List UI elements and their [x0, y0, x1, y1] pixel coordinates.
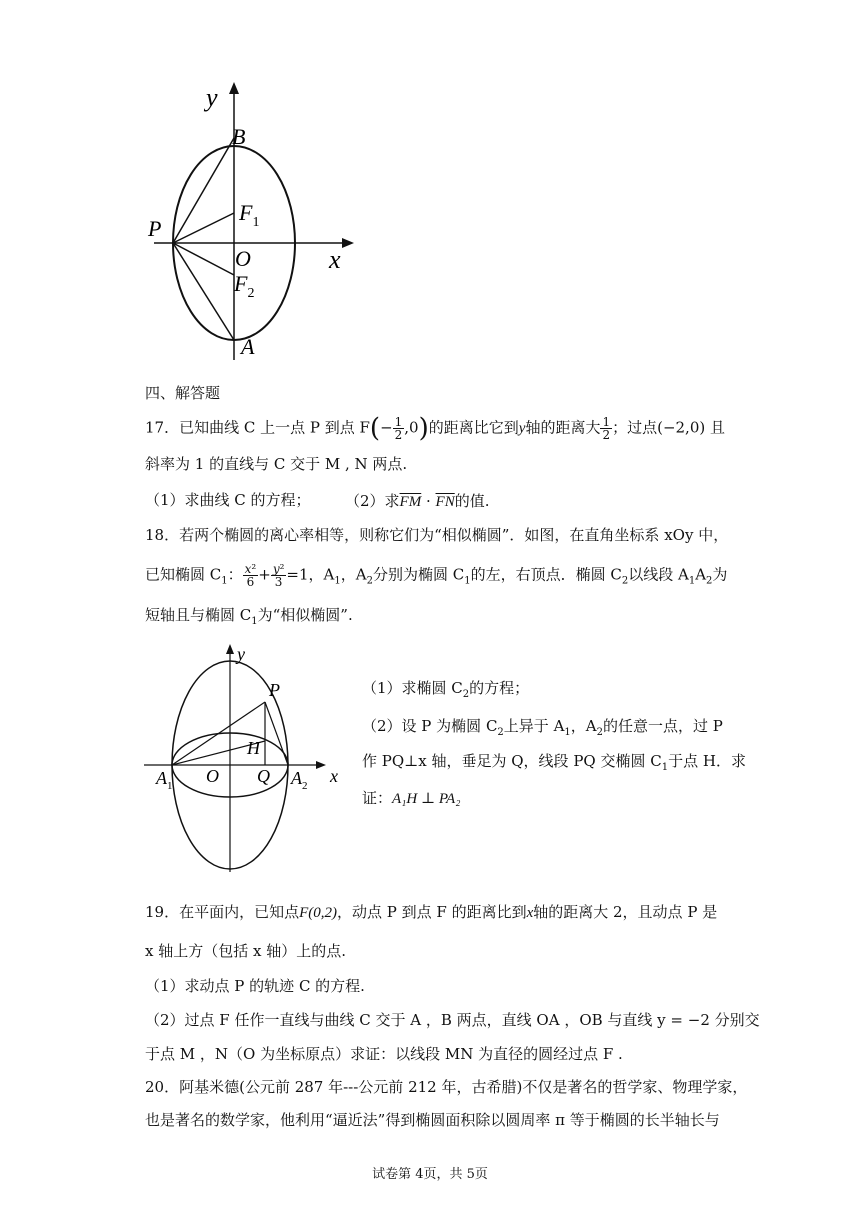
x-axis-2-arrow	[316, 761, 326, 769]
y-axis-2-arrow	[226, 644, 234, 654]
fig2-label-Q: Q	[257, 766, 270, 786]
q18-part2-line1: （2）设 P 为椭圆 $C_2$上异于 $A_1$，$A_2$的任意一点，过 P	[362, 717, 723, 738]
x-axis-arrow	[342, 238, 354, 248]
q18-part2-line3: 证：A₁H ⊥ PA₂	[362, 789, 461, 807]
q20-line1: 20．阿基米德(公元前 287 年---公元前 212 年，古希腊)不仅是著名的哲学家、物理学家，	[145, 1078, 748, 1096]
q17-frac-half: $\frac{1}{2}$	[394, 415, 403, 442]
label-A: A	[241, 334, 255, 359]
fig2-label-O: O	[206, 766, 219, 786]
q19-line1: 19．在平面内，已知点F(0,2)，动点 P 到点 F 的距离比到x轴的距离大 2，且动点 P 是	[145, 903, 718, 921]
q18-part2-line2: 作 PQ⊥x 轴，垂足为 Q，线段 PQ 交椭圆 $C_1$于点 H．求	[362, 752, 746, 773]
label-x: x	[329, 245, 341, 274]
q18-line3: 短轴且与椭圆 $C_1$为“相似椭圆”.	[145, 606, 353, 627]
section-title: 四、解答题	[145, 384, 221, 402]
ellipse-figure-2	[140, 640, 355, 875]
q18-line2: 已知椭圆 $C_1$： $\frac{\text{x²}}{6}$ + $\frac{\text{y²}}{3}$ =1，$A_1$，$A_2$分别为椭圆 $C_1$的左，右顶点．椭圆 $C_2$以线段 $A_1A_2$为	[145, 562, 728, 589]
label-F2: $F_2$	[234, 271, 255, 301]
q19-part2-line2: 于点 M ，N（O 为坐标原点）求证：以线段 MN 为直径的圆经过点 F .	[145, 1045, 623, 1063]
q17-part2: （2）求$\overline{FM} \cdot \overline{FN}$的值.	[345, 492, 490, 510]
label-P: P	[148, 216, 162, 241]
q19-line2: x 轴上方（包括 x 轴）上的点.	[145, 942, 346, 960]
segment-PA	[173, 243, 234, 340]
fig2-label-y: y	[237, 644, 245, 664]
q18-line1: 18．若两个椭圆的离心率相等，则称它们为“相似椭圆”．如图，在直角坐标系 xOy 中，	[145, 526, 729, 544]
ellipse-figure-1	[140, 80, 370, 370]
q17-part1: （1）求曲线 C 的方程；	[145, 491, 311, 509]
label-B: B	[232, 124, 246, 149]
label-y: y	[206, 83, 218, 112]
label-F1: $F_1$	[239, 200, 260, 230]
fig2-label-x: x	[330, 766, 338, 786]
q17-frac-half-2: $\frac{1}{2}$	[602, 415, 611, 442]
fig2-label-H: H	[247, 738, 260, 758]
q19-part2-line1: （2）过点 F 任作一直线与曲线 C 交于 A ，B 两点，直线 OA ，OB 与直线 y = −2 分别交	[145, 1011, 760, 1029]
fig2-label-P: P	[269, 680, 280, 700]
y-axis-arrow	[229, 82, 239, 94]
q19-part1: （1）求动点 P 的轨迹 C 的方程.	[145, 977, 365, 995]
q20-line2: 也是著名的数学家，他利用“逼近法”得到椭圆面积除以圆周率 π 等于椭圆的长半轴长与	[145, 1111, 720, 1129]
segment-PF2	[173, 243, 234, 275]
q18-part1: （1）求椭圆 $C_2$的方程；	[362, 679, 530, 700]
fig2-label-A2: $A_2$	[291, 768, 308, 792]
label-O: O	[235, 246, 251, 271]
q17-line1: 17．已知曲线 C 上一点 P 到点 F(− $\frac{1}{2}$ ,0)的距离比它到y轴的距离大 $\frac{1}{2}$ ；过点(−2,0) 且	[145, 413, 725, 444]
segment-PA2	[265, 702, 288, 765]
page-footer: 试卷第 4页，共 5页	[372, 1167, 488, 1182]
fig2-label-A1: $A_1$	[156, 768, 173, 792]
q17-line2: 斜率为 1 的直线与 C 交于 M , N 两点.	[145, 455, 408, 473]
